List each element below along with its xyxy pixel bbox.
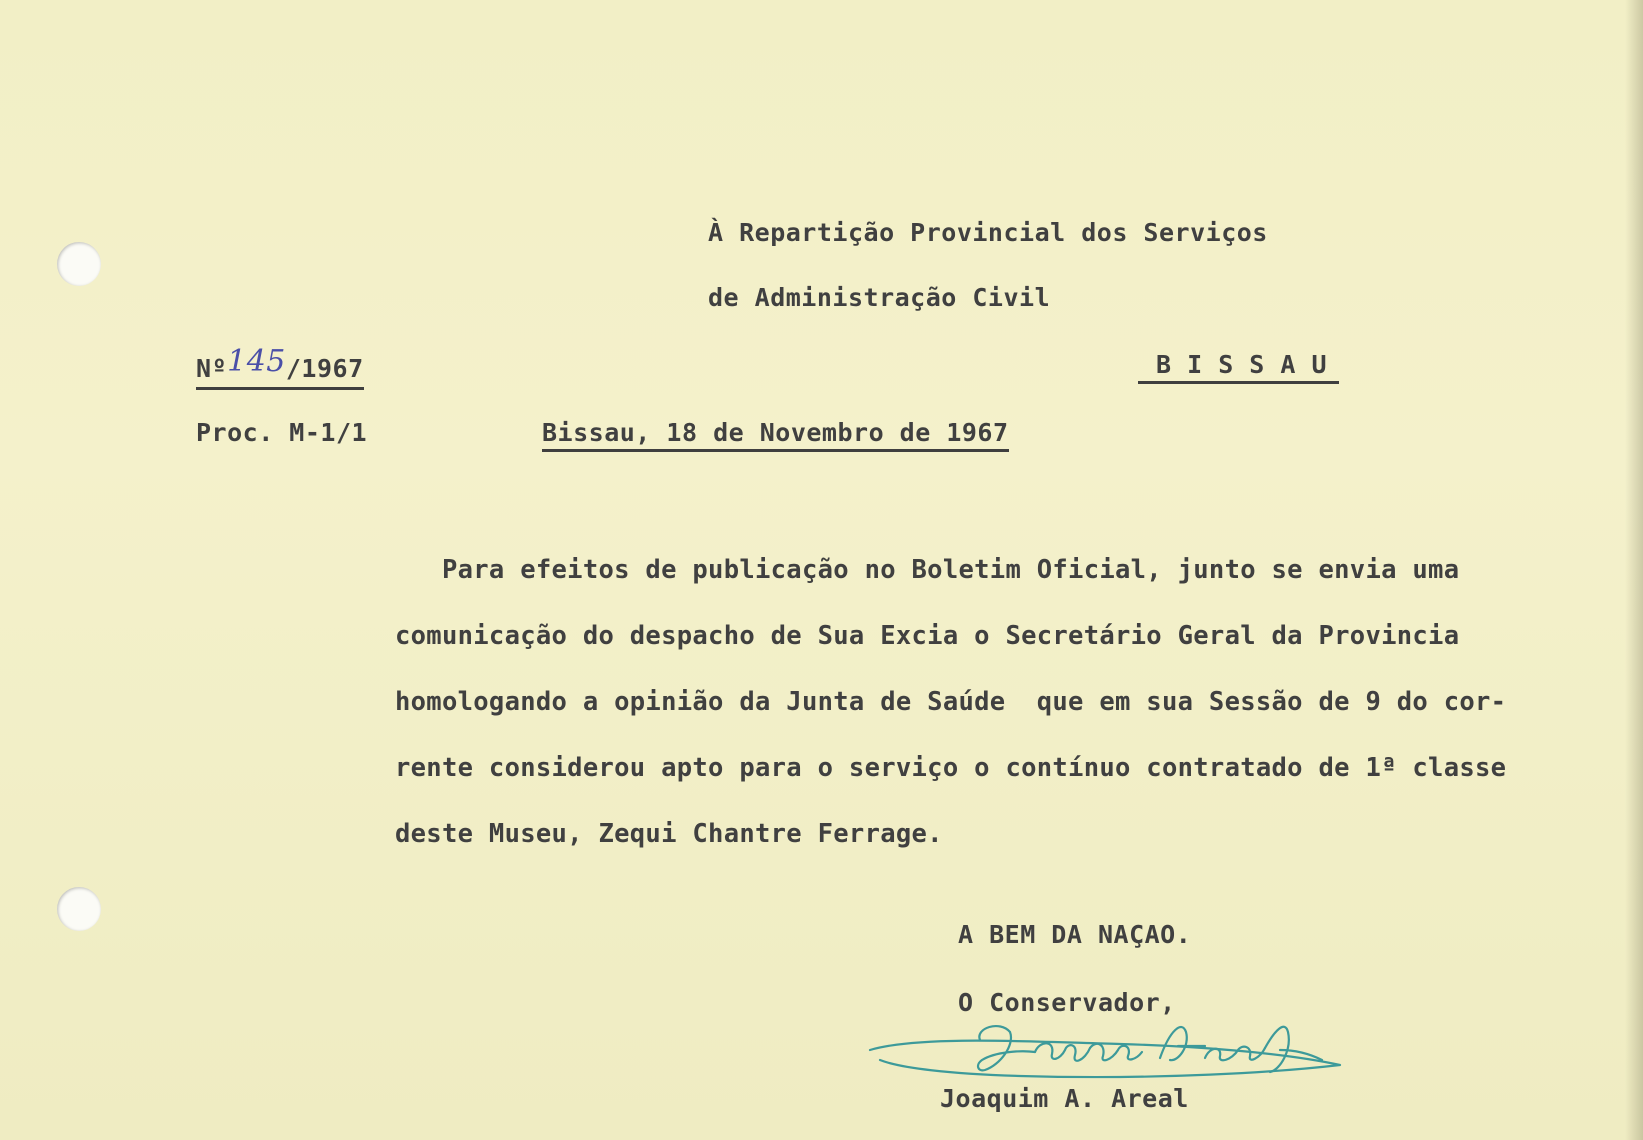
punch-hole-top <box>57 242 101 286</box>
punch-hole-bottom <box>57 887 101 931</box>
body-line-3: homologando a opinião da Junta de Saúde que em sua Sessão de 9 do cor- <box>395 687 1507 717</box>
addressee-line-2: de Administração Civil <box>708 283 1051 312</box>
signature-text: Joaquim Areal <box>860 1010 868 1011</box>
body-line-2: comunicação do despacho de Sua Excia o Secretário Geral da Provincia <box>395 621 1460 651</box>
addressee-line-1: À Repartição Provincial dos Serviços <box>708 218 1268 247</box>
signatory-title: O Conservador, <box>958 988 1176 1017</box>
reference-number <box>196 344 364 390</box>
signatory-name: Joaquim A. Areal <box>940 1084 1189 1113</box>
body-line-4: rente considerou apto para o serviço o contínuo contratado de 1ª classe <box>395 753 1507 783</box>
page-edge-shadow <box>1625 0 1643 1140</box>
process-reference: Proc. M-1/1 <box>196 418 368 447</box>
closing-salutation: A BEM DA NAÇAO. <box>958 920 1192 949</box>
handwritten-number: 145 <box>227 344 286 379</box>
signature-image <box>860 1010 1360 1085</box>
body-line-5: deste Museu, Zequi Chantre Ferrage. <box>395 819 943 849</box>
destination: B I S S A U <box>1138 350 1339 384</box>
reference-prefix: Nº <box>196 354 228 383</box>
document-date: Bissau, 18 de Novembro de 1967 <box>542 418 1009 452</box>
reference-year: /1967 <box>285 354 364 383</box>
body-line-1: Para efeitos de publicação no Boletim Oficial, junto se envia uma <box>395 555 1460 585</box>
